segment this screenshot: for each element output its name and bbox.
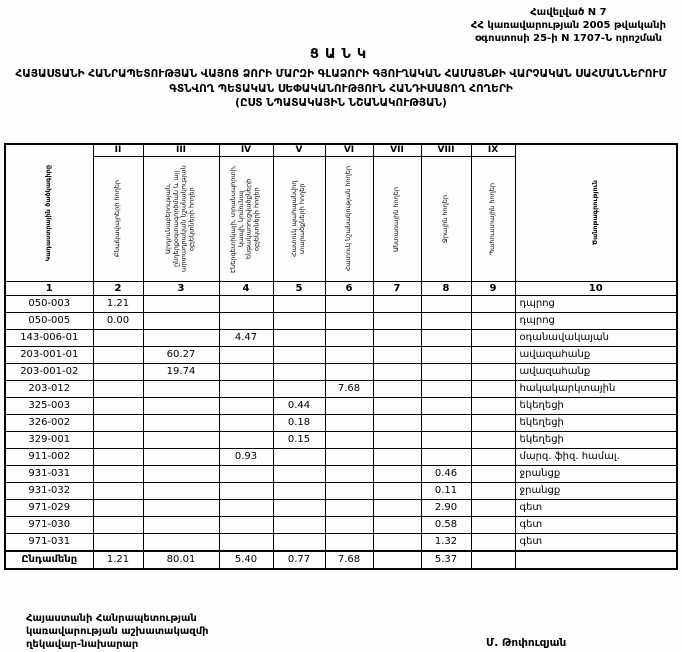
roman-numeral: IX: [471, 144, 515, 157]
header-settlement-lands: Բնակավայրերի հողեր: [93, 157, 143, 282]
cadastral-code-cell: 971-030: [5, 517, 93, 534]
header-note-label: Ծանոթագրություն: [590, 180, 599, 246]
area-value-cell: [93, 330, 143, 347]
area-value-cell: [273, 500, 325, 517]
total-label-cell: Ընդամենը: [5, 551, 93, 569]
area-value-cell: [273, 330, 325, 347]
table-row: [5, 534, 677, 552]
roman-numeral: VI: [325, 144, 373, 157]
area-value-cell: [273, 449, 325, 466]
roman-numeral: V: [273, 144, 325, 157]
area-value-cell: [273, 483, 325, 500]
cadastral-code-cell: 203-001-02: [5, 364, 93, 381]
column-number: 1: [5, 282, 93, 296]
area-value-cell: [93, 381, 143, 398]
area-value-cell: [471, 398, 515, 415]
cadastral-code-cell: 931-031: [5, 466, 93, 483]
area-value-cell: 0.77: [273, 551, 325, 569]
table-row: [5, 330, 677, 347]
area-value-cell: [373, 347, 421, 364]
table-row: [5, 313, 677, 330]
area-value-cell: [373, 466, 421, 483]
header-water-lands: Ջրային հողեր: [421, 157, 471, 282]
table-row: [5, 381, 677, 398]
area-value-cell: 0.15: [273, 432, 325, 449]
area-value-cell: [219, 381, 273, 398]
area-value-cell: [93, 466, 143, 483]
header-industrial-lands: Արդյունաբերության, ընդերքօգտագործման և այլ արտադրական նշանակության օբյեկտների հողեր: [143, 157, 219, 282]
area-value-cell: [325, 517, 373, 534]
area-value-cell: 7.68: [325, 381, 373, 398]
area-value-cell: [219, 466, 273, 483]
cadastral-code-cell: 203-001-01: [5, 347, 93, 364]
area-value-cell: [219, 517, 273, 534]
area-value-cell: 2.90: [421, 500, 471, 517]
column-numbers-row: [5, 282, 677, 296]
column-number: 10: [515, 282, 677, 296]
roman-numeral: IV: [219, 144, 273, 157]
area-value-cell: [325, 398, 373, 415]
signatory-line-2: կառավարության աշխատակազմի: [26, 626, 209, 637]
note-cell: դպրոց: [515, 296, 677, 313]
area-value-cell: [373, 313, 421, 330]
area-value-cell: [421, 449, 471, 466]
area-value-cell: [373, 551, 421, 569]
area-value-cell: [373, 330, 421, 347]
area-value-cell: [93, 483, 143, 500]
note-cell: եկեղեցի: [515, 415, 677, 432]
area-value-cell: [373, 398, 421, 415]
cadastral-code-cell: 050-005: [5, 313, 93, 330]
area-value-cell: 0.46: [421, 466, 471, 483]
area-value-cell: [471, 483, 515, 500]
area-value-cell: [273, 466, 325, 483]
roman-numerals-row: [5, 144, 677, 157]
roman-numeral: VII: [373, 144, 421, 157]
area-value-cell: [219, 432, 273, 449]
area-value-cell: [471, 364, 515, 381]
area-value-cell: [143, 398, 219, 415]
area-value-cell: [143, 500, 219, 517]
area-value-cell: [93, 398, 143, 415]
area-value-cell: [325, 432, 373, 449]
area-value-cell: [219, 398, 273, 415]
area-value-cell: [373, 517, 421, 534]
header-cadastral-code: [5, 144, 93, 282]
area-value-cell: [273, 534, 325, 552]
area-value-cell: [325, 296, 373, 313]
area-value-cell: [273, 313, 325, 330]
area-value-cell: [143, 313, 219, 330]
area-value-cell: 5.40: [219, 551, 273, 569]
area-value-cell: 0.11: [421, 483, 471, 500]
area-value-cell: [421, 415, 471, 432]
column-number: 7: [373, 282, 421, 296]
note-cell: գետ: [515, 500, 677, 517]
table-row: [5, 296, 677, 313]
area-value-cell: 60.27: [143, 347, 219, 364]
area-value-cell: [325, 534, 373, 552]
area-value-cell: [471, 415, 515, 432]
column-number: 2: [93, 282, 143, 296]
area-value-cell: [219, 500, 273, 517]
appendix-reference: [471, 6, 666, 45]
area-value-cell: [325, 483, 373, 500]
note-cell: ավազահանք: [515, 347, 677, 364]
area-value-cell: 0.18: [273, 415, 325, 432]
total-row: [5, 551, 677, 569]
area-value-cell: [273, 296, 325, 313]
area-value-cell: [325, 313, 373, 330]
area-value-cell: [143, 534, 219, 552]
area-value-cell: [143, 415, 219, 432]
area-value-cell: [373, 500, 421, 517]
cadastral-code-cell: 931-032: [5, 483, 93, 500]
area-value-cell: [219, 313, 273, 330]
header-energy-transport-lands: Էներգետիկայի, տրանսպորտի, կապի, կոմունալ ենթակառուցվածքների օբյեկտների հողեր: [219, 157, 273, 282]
appendix-line-2: ՀՀ կառավարության 2005 թվականի: [470, 20, 666, 31]
area-value-cell: 7.68: [325, 551, 373, 569]
area-value-cell: [421, 398, 471, 415]
signatory-line-1: Հայաստանի Հանրապետության: [26, 613, 197, 624]
area-value-cell: [421, 296, 471, 313]
area-value-cell: [421, 432, 471, 449]
note-cell: օդանավակայան: [515, 330, 677, 347]
area-value-cell: [143, 330, 219, 347]
area-value-cell: [471, 330, 515, 347]
area-value-cell: [325, 449, 373, 466]
area-value-cell: [471, 500, 515, 517]
area-value-cell: [273, 364, 325, 381]
area-value-cell: [219, 534, 273, 552]
area-value-cell: [143, 483, 219, 500]
table-row: [5, 364, 677, 381]
area-value-cell: 4.47: [219, 330, 273, 347]
area-value-cell: [325, 415, 373, 432]
table-row: [5, 517, 677, 534]
document-title-line-1: ՀԱՅԱՍՏԱՆԻ ՀԱՆՐԱՊԵՏՈՒԹՅԱՆ ՎԱՅՈՑ ՁՈՐԻ ՄԱՐԶԻ ԳԼԱՁՈՐԻ ԳՅՈՒՂԱԿԱՆ ՀԱՄԱՅՆՔԻ ՎԱՐՉԱԿԱՆ ՍԱՀՄԱՆՆԵՐՈՒՄ ԳՏՆՎՈՂ ՊԵՏԱԿԱՆ ՍԵՓԱԿԱՆՈՒԹՅՈՒՆ ՀԱՆԴԻՍԱՑՈՂ ՀՈՂԵՐԻ: [15, 68, 667, 95]
note-cell: հակակարկտային: [515, 381, 677, 398]
header-cadastral-code-label: Կադաստրային ծածկագիրը: [44, 164, 53, 262]
area-value-cell: [373, 432, 421, 449]
area-value-cell: [143, 466, 219, 483]
table-row: [5, 432, 677, 449]
area-value-cell: [471, 517, 515, 534]
area-value-cell: [93, 500, 143, 517]
signatory-title-block: [26, 612, 209, 651]
area-value-cell: 0.58: [421, 517, 471, 534]
cadastral-code-cell: 326-002: [5, 415, 93, 432]
table-body: [5, 296, 677, 570]
header-reserve-lands: Պահուստային հողեր: [471, 157, 515, 282]
area-value-cell: 1.21: [93, 296, 143, 313]
table-row: [5, 415, 677, 432]
header-note: [515, 144, 677, 282]
area-value-cell: [273, 347, 325, 364]
area-value-cell: 1.32: [421, 534, 471, 552]
area-value-cell: [421, 313, 471, 330]
roman-numeral: III: [143, 144, 219, 157]
area-value-cell: [373, 483, 421, 500]
note-cell: ավազահանք: [515, 364, 677, 381]
area-value-cell: [373, 296, 421, 313]
area-value-cell: [471, 432, 515, 449]
area-value-cell: [93, 415, 143, 432]
appendix-line-1: Հավելված N 7: [530, 7, 607, 18]
note-cell: դպրոց: [515, 313, 677, 330]
roman-numeral: II: [93, 144, 143, 157]
document-title: [6, 67, 676, 111]
area-value-cell: [219, 296, 273, 313]
area-value-cell: [325, 500, 373, 517]
table-row: [5, 347, 677, 364]
header-special-purpose-lands: Հատուկ նշանակության հողեր: [325, 157, 373, 282]
document-title-line-2: (ԸՍՏ ՆՊԱՏԱԿԱՅԻՆ ՆՇԱՆԱԿՈՒԹՅԱՆ): [235, 97, 447, 110]
header-forest-lands: Անտառային հողեր: [373, 157, 421, 282]
area-value-cell: [373, 415, 421, 432]
land-parcels-table: [4, 143, 678, 570]
table-row: [5, 500, 677, 517]
note-cell: եկեղեցի: [515, 398, 677, 415]
area-value-cell: [373, 449, 421, 466]
column-number: 8: [421, 282, 471, 296]
area-value-cell: [471, 534, 515, 552]
area-value-cell: [93, 347, 143, 364]
area-value-cell: [93, 517, 143, 534]
area-value-cell: [273, 381, 325, 398]
cadastral-code-cell: 911-002: [5, 449, 93, 466]
cadastral-code-cell: 143-006-01: [5, 330, 93, 347]
area-value-cell: 0.93: [219, 449, 273, 466]
area-value-cell: [93, 534, 143, 552]
cadastral-code-cell: 971-029: [5, 500, 93, 517]
header-protected-lands: Հատուկ պահպանվող տարածքների հողեր: [273, 157, 325, 282]
column-number: 5: [273, 282, 325, 296]
area-value-cell: [325, 330, 373, 347]
area-value-cell: [325, 364, 373, 381]
cadastral-code-cell: 329-001: [5, 432, 93, 449]
table-header: [5, 144, 677, 296]
area-value-cell: [373, 534, 421, 552]
area-value-cell: [325, 466, 373, 483]
roman-numeral: VIII: [421, 144, 471, 157]
area-value-cell: [143, 296, 219, 313]
column-number: 4: [219, 282, 273, 296]
note-cell: ջրանցք: [515, 483, 677, 500]
area-value-cell: [471, 296, 515, 313]
area-value-cell: [421, 381, 471, 398]
area-value-cell: 5.37: [421, 551, 471, 569]
area-value-cell: 0.00: [93, 313, 143, 330]
document-heading: ՑԱՆԿ: [309, 47, 373, 62]
cadastral-code-cell: 325-003: [5, 398, 93, 415]
note-cell: գետ: [515, 517, 677, 534]
note-cell: ջրանցք: [515, 466, 677, 483]
area-value-cell: [471, 313, 515, 330]
signatory-name: Մ. Թոփուզյան: [486, 637, 567, 649]
area-value-cell: 1.21: [93, 551, 143, 569]
area-value-cell: [273, 517, 325, 534]
cadastral-code-cell: 971-031: [5, 534, 93, 552]
area-value-cell: [471, 551, 515, 569]
area-value-cell: [143, 449, 219, 466]
table-row: [5, 483, 677, 500]
column-number: 3: [143, 282, 219, 296]
area-value-cell: [421, 364, 471, 381]
cadastral-code-cell: 203-012: [5, 381, 93, 398]
area-value-cell: [93, 449, 143, 466]
area-value-cell: [471, 381, 515, 398]
appendix-line-3: օգոստոսի 25-ի N 1707-Ն որոշման: [474, 33, 662, 44]
cadastral-code-cell: 050-003: [5, 296, 93, 313]
area-value-cell: [471, 466, 515, 483]
area-value-cell: [325, 347, 373, 364]
area-value-cell: [421, 330, 471, 347]
area-value-cell: [219, 364, 273, 381]
note-cell: եկեղեցի: [515, 432, 677, 449]
table-row: [5, 466, 677, 483]
table-row: [5, 449, 677, 466]
area-value-cell: [143, 432, 219, 449]
area-value-cell: [219, 483, 273, 500]
area-value-cell: [93, 364, 143, 381]
note-cell: գետ: [515, 534, 677, 552]
column-number: 9: [471, 282, 515, 296]
area-value-cell: [373, 364, 421, 381]
area-value-cell: 19.74: [143, 364, 219, 381]
area-value-cell: [219, 415, 273, 432]
area-value-cell: 80.01: [143, 551, 219, 569]
note-cell: մարզ. ֆիզ. համալ.: [515, 449, 677, 466]
area-value-cell: [93, 432, 143, 449]
area-value-cell: 0.44: [273, 398, 325, 415]
area-value-cell: [373, 381, 421, 398]
area-value-cell: [471, 347, 515, 364]
column-number: 6: [325, 282, 373, 296]
note-cell: [515, 551, 677, 569]
area-value-cell: [471, 449, 515, 466]
area-value-cell: [143, 517, 219, 534]
signatory-line-3: ղեկավար-նախարար: [26, 639, 139, 650]
area-value-cell: [143, 381, 219, 398]
area-value-cell: [219, 347, 273, 364]
table-row: [5, 398, 677, 415]
area-value-cell: [421, 347, 471, 364]
